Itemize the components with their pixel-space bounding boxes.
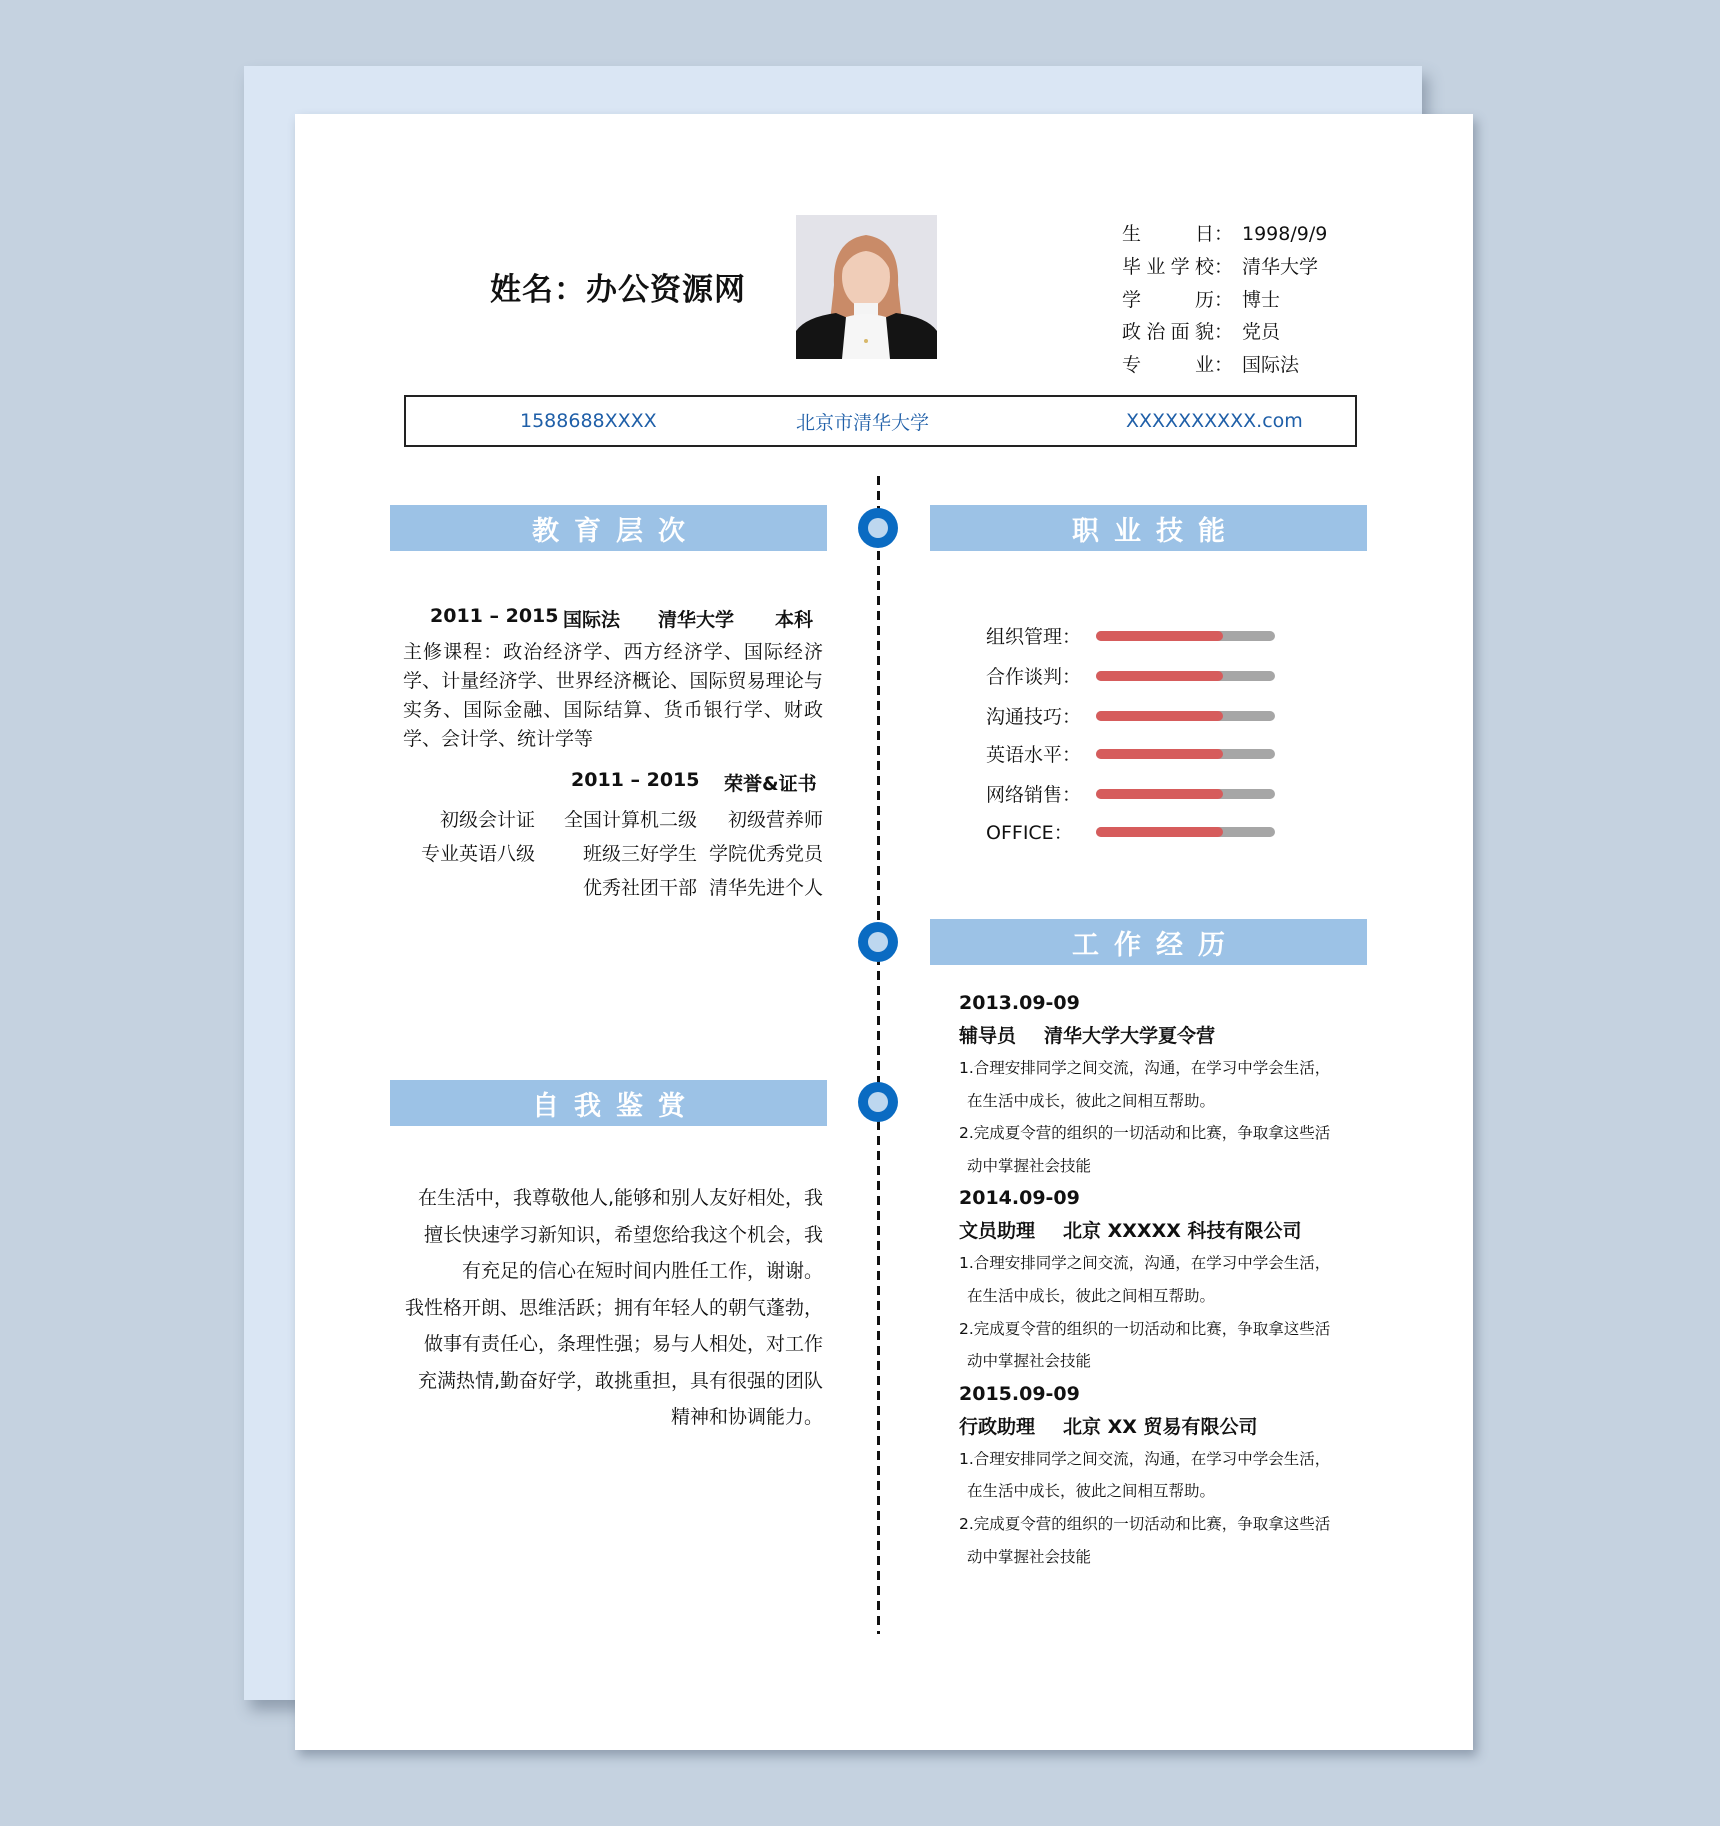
honor-item: 初级营养师 xyxy=(727,809,823,831)
section-title-education: 教育层次 xyxy=(390,505,827,551)
candidate-name: 姓名：办公资源网 xyxy=(490,272,746,308)
contact-bar xyxy=(404,395,1357,447)
timeline-dot-work xyxy=(858,922,898,962)
honor-item: 学院优秀党员 xyxy=(708,843,823,865)
skill-progress-bar xyxy=(1096,671,1275,681)
personal-info-list xyxy=(1122,218,1327,382)
skill-row: 合作谈判： xyxy=(986,662,1275,689)
skill-progress-bar xyxy=(1096,711,1275,721)
work-experience-list xyxy=(959,987,1379,1573)
education-degree: 本科 xyxy=(775,609,814,631)
skill-row: OFFICE： xyxy=(986,818,1275,845)
skill-row: 沟通技巧： xyxy=(986,702,1275,729)
school-value: 清华大学 xyxy=(1242,255,1319,278)
honor-item: 专业英语八级 xyxy=(420,843,535,865)
honor-item: 全国计算机二级 xyxy=(563,809,697,831)
degree-value: 博士 xyxy=(1242,288,1281,311)
info-row-major: 专 业 ： 国际法 xyxy=(1122,349,1327,382)
email: XXXXXXXXXX.com xyxy=(1126,410,1303,432)
timeline-dot-self xyxy=(858,1082,898,1122)
skill-row: 网络销售： xyxy=(986,780,1275,807)
major-value: 国际法 xyxy=(1242,354,1300,377)
job-company: 北京 XX 贸易有限公司 xyxy=(1063,1415,1258,1438)
education-major: 国际法 xyxy=(563,609,621,631)
political-value: 党员 xyxy=(1242,321,1281,344)
education-period: 2011 – 2015 xyxy=(430,605,559,627)
portrait-image xyxy=(796,215,937,359)
education-courses: 主修课程：政治经济学、西方经济学、国际经济学、计量经济学、世界经济概论、国际贸易理论与实务、国际金融、国际结算、货币银行学、财政学、会计学、统计学等 xyxy=(403,641,823,750)
profile-photo xyxy=(796,215,937,359)
section-title-work: 工作经历 xyxy=(930,919,1367,965)
honor-item: 班级三好学生 xyxy=(582,843,697,865)
info-row-birthday: 生 日 ： 1998/9/9 xyxy=(1122,218,1327,251)
job-company: 清华大学大学夏令营 xyxy=(1044,1025,1216,1047)
job-entry: 2013.09-09 辅导员 清华大学大学夏令营 1.合理安排同学之间交流，沟通，在学习中学会生活， 在生活中成长，彼此之间相互帮助。 2.完成夏令营的组织的一切活动和比赛，争取拿这些活 动中掌握社会技能 xyxy=(959,987,1379,1182)
timeline-dot-education xyxy=(858,508,898,548)
honors-title: 荣誉&证书 xyxy=(724,773,817,795)
birthday-value: 1998/9/9 xyxy=(1242,223,1328,245)
timeline-line xyxy=(877,476,880,1634)
skill-row: 英语水平： xyxy=(986,740,1275,767)
address: 北京市清华大学 xyxy=(796,411,930,434)
skill-progress-bar xyxy=(1096,789,1275,799)
education-school: 清华大学 xyxy=(658,609,735,631)
job-entry: 2015.09-09 行政助理 北京 XX 贸易有限公司 1.合理安排同学之间交流，沟通，在学习中学会生活， 在生活中成长，彼此之间相互帮助。 2.完成夏令营的组织的一切活动和比赛，争取拿这些活 动中掌握社会技能 xyxy=(959,1378,1379,1573)
job-company: 北京 XXXXX 科技有限公司 xyxy=(1063,1220,1302,1243)
job-role: 文员助理 xyxy=(959,1220,1036,1243)
info-row-degree: 学 历 ： 博士 xyxy=(1122,284,1327,317)
job-date: 2014.09-09 xyxy=(959,1187,1080,1210)
honors-list xyxy=(295,805,827,905)
job-date: 2015.09-09 xyxy=(959,1382,1080,1405)
info-row-political: 政 治 面 貌 ： 党员 xyxy=(1122,316,1327,349)
job-role: 行政助理 xyxy=(959,1415,1036,1438)
honor-item: 初级会计证 xyxy=(439,809,535,831)
honor-item: 清华先进个人 xyxy=(708,877,823,899)
info-row-school: 毕 业 学 校 ： 清华大学 xyxy=(1122,251,1327,284)
job-entry: 2014.09-09 文员助理 北京 XXXXX 科技有限公司 1.合理安排同学之间交流，沟通，在学习中学会生活， 在生活中成长，彼此之间相互帮助。 2.完成夏令营的组织的一切活动和比赛，争取拿这些活 动中掌握社会技能 xyxy=(959,1182,1379,1377)
honor-item: 优秀社团干部 xyxy=(582,877,697,899)
skill-row: 组织管理： xyxy=(986,622,1275,649)
resume-page xyxy=(295,114,1473,1750)
job-role: 辅导员 xyxy=(959,1025,1017,1047)
honors-period: 2011 – 2015 xyxy=(571,769,700,791)
phone-number: 1588688XXXX xyxy=(520,410,657,432)
section-title-self: 自我鉴赏 xyxy=(390,1080,827,1126)
skill-progress-bar xyxy=(1096,631,1275,641)
self-assessment-text: 在生活中，我尊敬他人,能够和别人友好相处，我 擅长快速学习新知识，希望您给我这个机会，我 有充足的信心在短时间内胜任工作，谢谢。 我性格开朗、思维活跃；拥有年轻人的朝气蓬勃， 做事有责任心，条理性强；易与人相处，对工作 充满热情,勤奋好学，敢挑重担，具有很强的团队 精神和协调能力。 xyxy=(404,1187,823,1428)
section-title-skills: 职业技能 xyxy=(930,505,1367,551)
skill-progress-bar xyxy=(1096,749,1275,759)
job-date: 2013.09-09 xyxy=(959,992,1080,1014)
skill-progress-bar xyxy=(1096,827,1275,837)
